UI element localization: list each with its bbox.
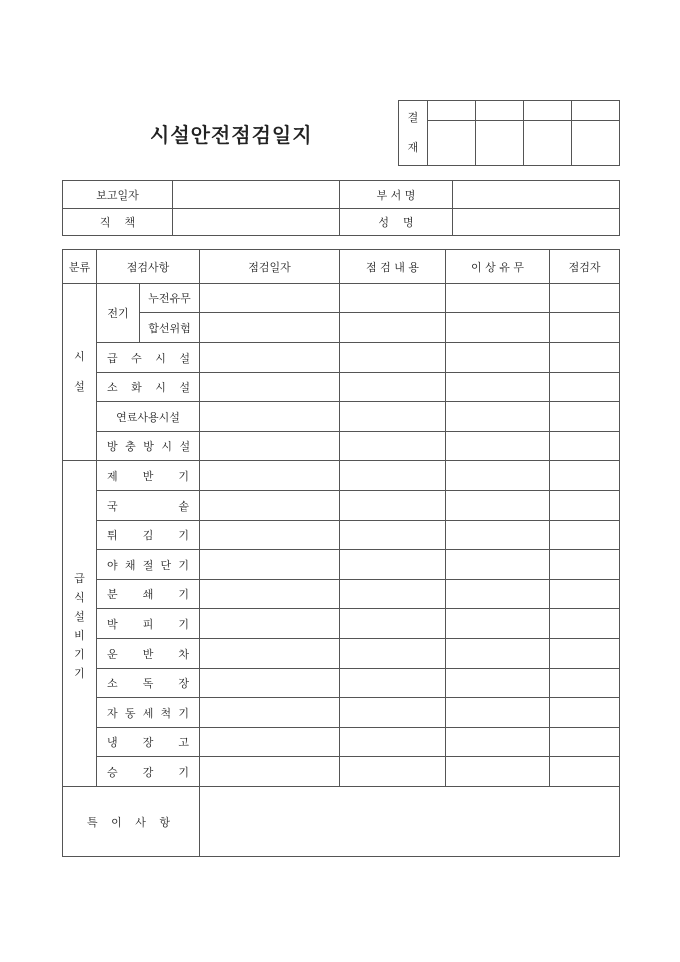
table-row — [63, 402, 620, 432]
table-row — [63, 550, 620, 580]
approver-sign-3[interactable] — [524, 121, 572, 166]
date-cell[interactable] — [200, 491, 340, 521]
table-row — [63, 432, 620, 461]
item-char: 기 — [178, 469, 190, 483]
info-table — [62, 180, 620, 236]
item-label: 누전유무 — [140, 284, 200, 313]
abnormal-cell[interactable] — [446, 284, 550, 313]
table-row — [63, 343, 620, 373]
date-cell[interactable] — [200, 550, 340, 580]
content-cell[interactable] — [340, 550, 446, 580]
date-cell[interactable] — [200, 521, 340, 550]
item-char: 기 — [178, 765, 190, 779]
abnormal-cell[interactable] — [446, 669, 550, 698]
content-cell[interactable] — [340, 728, 446, 757]
item-char: 강 — [142, 765, 154, 779]
approver-sign-1[interactable] — [428, 121, 476, 166]
content-cell[interactable] — [340, 402, 446, 432]
name-label: 성 명 — [340, 209, 453, 236]
abnormal-cell[interactable] — [446, 550, 550, 580]
item-char: 세 — [142, 706, 154, 720]
department-field[interactable] — [453, 181, 620, 209]
inspector-cell[interactable] — [550, 609, 620, 639]
item-text — [97, 557, 199, 573]
approval-label — [399, 101, 428, 166]
inspector-cell[interactable] — [550, 521, 620, 550]
inspector-cell[interactable] — [550, 343, 620, 373]
table-row — [63, 580, 620, 609]
item-char: 기 — [178, 558, 190, 572]
item-text — [97, 586, 199, 602]
item-label — [97, 580, 200, 609]
date-cell[interactable] — [200, 669, 340, 698]
date-cell[interactable] — [200, 698, 340, 728]
inspector-cell[interactable] — [550, 698, 620, 728]
electric-label: 전기 — [97, 284, 140, 343]
content-cell[interactable] — [340, 609, 446, 639]
item-char: 기 — [178, 588, 190, 601]
inspector-cell[interactable] — [550, 580, 620, 609]
item-char: 야 — [107, 558, 118, 572]
approver-title-4[interactable] — [572, 101, 620, 121]
abnormal-cell[interactable] — [446, 461, 550, 491]
item-label — [97, 609, 200, 639]
approval-label-bottom: 재 — [407, 141, 419, 154]
approval-label-top: 결 — [407, 111, 419, 124]
inspector-cell[interactable] — [550, 461, 620, 491]
header-date: 점검일자 — [200, 250, 340, 284]
inspector-cell[interactable] — [550, 757, 620, 787]
date-cell[interactable] — [200, 580, 340, 609]
approver-title-3[interactable] — [524, 101, 572, 121]
item-text — [97, 468, 199, 484]
item-label — [97, 461, 200, 491]
item-char: 피 — [142, 617, 154, 631]
item-label: 방 충 방 시 설 — [97, 432, 200, 461]
abnormal-cell[interactable] — [446, 698, 550, 728]
item-char: 동 — [124, 706, 136, 720]
approver-sign-4[interactable] — [572, 121, 620, 166]
content-cell[interactable] — [340, 580, 446, 609]
item-char: 채 — [124, 558, 136, 572]
item-text — [97, 705, 199, 721]
content-cell[interactable] — [340, 521, 446, 550]
date-cell[interactable] — [200, 343, 340, 373]
item-char: 냉 — [107, 736, 118, 749]
date-cell[interactable] — [200, 313, 340, 343]
item-char: 고 — [178, 736, 190, 749]
report-date-label: 보고일자 — [63, 181, 173, 209]
content-cell[interactable] — [340, 698, 446, 728]
abnormal-cell[interactable] — [446, 639, 550, 669]
table-row — [63, 639, 620, 669]
item-char: 장 — [178, 677, 190, 690]
abnormal-cell[interactable] — [446, 521, 550, 550]
approver-sign-2[interactable] — [476, 121, 524, 166]
table-row — [63, 284, 620, 313]
position-field[interactable] — [173, 209, 340, 236]
department-label: 부 서 명 — [340, 181, 453, 209]
inspector-cell[interactable] — [550, 373, 620, 402]
item-label — [97, 639, 200, 669]
item-text — [97, 734, 199, 750]
item-char: 기 — [178, 529, 190, 542]
abnormal-cell[interactable] — [446, 757, 550, 787]
header-content: 점 검 내 용 — [340, 250, 446, 284]
item-label: 합선위험 — [140, 313, 200, 343]
item-char: 박 — [107, 617, 118, 631]
item-char: 기 — [178, 706, 190, 720]
table-row — [63, 669, 620, 698]
abnormal-cell[interactable] — [446, 609, 550, 639]
content-cell[interactable] — [340, 313, 446, 343]
approver-title-1[interactable] — [428, 101, 476, 121]
item-text — [97, 527, 199, 543]
date-cell[interactable] — [200, 284, 340, 313]
item-label — [97, 491, 200, 521]
item-char: 쇄 — [142, 588, 154, 601]
table-row — [63, 521, 620, 550]
date-cell[interactable] — [200, 757, 340, 787]
inspector-cell[interactable] — [550, 669, 620, 698]
page-title: 시설안전점검일지 — [150, 123, 313, 147]
table-row — [63, 698, 620, 728]
item-label — [97, 728, 200, 757]
item-label — [97, 521, 200, 550]
inspector-cell[interactable] — [550, 432, 620, 461]
item-char: 자 — [107, 706, 118, 720]
item-char: 제 — [107, 469, 118, 483]
item-label: 연료사용시설 — [97, 402, 200, 432]
date-cell[interactable] — [200, 728, 340, 757]
item-char: 척 — [160, 706, 172, 720]
item-label — [97, 669, 200, 698]
content-cell[interactable] — [340, 639, 446, 669]
table-row — [63, 313, 620, 343]
inspector-cell[interactable] — [550, 402, 620, 432]
category-equipment: 급 식 설 비 기 기 — [63, 461, 97, 787]
remarks-row — [63, 787, 620, 857]
header-row — [63, 250, 620, 284]
date-cell[interactable] — [200, 639, 340, 669]
abnormal-cell[interactable] — [446, 313, 550, 343]
report-date-field[interactable] — [173, 181, 340, 209]
item-text — [97, 646, 199, 662]
item-label — [97, 757, 200, 787]
date-cell[interactable] — [200, 402, 340, 432]
item-char: 단 — [160, 558, 172, 572]
abnormal-cell[interactable] — [446, 491, 550, 521]
inspector-cell[interactable] — [550, 550, 620, 580]
item-char: 국 — [107, 499, 118, 513]
inspector-cell[interactable] — [550, 728, 620, 757]
table-row — [63, 373, 620, 402]
header-inspector: 점검자 — [550, 250, 620, 284]
remarks-label: 특 이 사 항 — [63, 787, 200, 857]
item-char: 반 — [142, 469, 154, 483]
item-char: 소 — [107, 677, 118, 690]
approver-title-2[interactable] — [476, 101, 524, 121]
item-text — [97, 764, 199, 780]
item-label: 급 수 시 설 — [97, 343, 200, 373]
item-char: 솥 — [178, 499, 190, 513]
item-char: 김 — [142, 529, 154, 542]
item-label — [97, 698, 200, 728]
approval-box — [398, 100, 620, 166]
table-row — [63, 728, 620, 757]
table-row — [63, 491, 620, 521]
item-label: 소 화 시 설 — [97, 373, 200, 402]
item-char: 승 — [107, 765, 118, 779]
item-char: 튀 — [107, 529, 118, 542]
content-cell[interactable] — [340, 461, 446, 491]
abnormal-cell[interactable] — [446, 728, 550, 757]
inspector-cell[interactable] — [550, 313, 620, 343]
inspector-cell[interactable] — [550, 491, 620, 521]
item-char: 운 — [107, 647, 118, 661]
date-cell[interactable] — [200, 373, 340, 402]
header-abnormal: 이 상 유 무 — [446, 250, 550, 284]
content-cell[interactable] — [340, 669, 446, 698]
item-text — [97, 675, 199, 691]
table-row — [63, 757, 620, 787]
content-cell[interactable] — [340, 343, 446, 373]
item-char: 차 — [178, 647, 190, 661]
category-facility: 시 설 — [63, 284, 97, 461]
remarks-field[interactable] — [200, 787, 620, 857]
item-char: 반 — [142, 647, 154, 661]
content-cell[interactable] — [340, 432, 446, 461]
inspector-cell[interactable] — [550, 284, 620, 313]
header-item: 점검사항 — [97, 250, 200, 284]
content-cell[interactable] — [340, 491, 446, 521]
inspector-cell[interactable] — [550, 639, 620, 669]
header-category: 분류 — [63, 250, 97, 284]
table-row — [63, 461, 620, 491]
content-cell[interactable] — [340, 284, 446, 313]
item-label — [97, 550, 200, 580]
item-char: 독 — [142, 677, 154, 690]
content-cell[interactable] — [340, 757, 446, 787]
date-cell[interactable] — [200, 461, 340, 491]
abnormal-cell[interactable] — [446, 343, 550, 373]
abnormal-cell[interactable] — [446, 402, 550, 432]
item-char: 절 — [142, 558, 154, 572]
abnormal-cell[interactable] — [446, 580, 550, 609]
name-field[interactable] — [453, 209, 620, 236]
abnormal-cell[interactable] — [446, 373, 550, 402]
date-cell[interactable] — [200, 609, 340, 639]
item-char: 기 — [178, 617, 190, 631]
item-text — [97, 498, 199, 514]
date-cell[interactable] — [200, 432, 340, 461]
abnormal-cell[interactable] — [446, 432, 550, 461]
content-cell[interactable] — [340, 373, 446, 402]
item-char: 분 — [107, 588, 118, 601]
item-char: 장 — [142, 736, 154, 749]
item-text — [97, 616, 199, 632]
position-label: 직 책 — [63, 209, 173, 236]
inspection-table — [62, 249, 620, 857]
table-row — [63, 609, 620, 639]
